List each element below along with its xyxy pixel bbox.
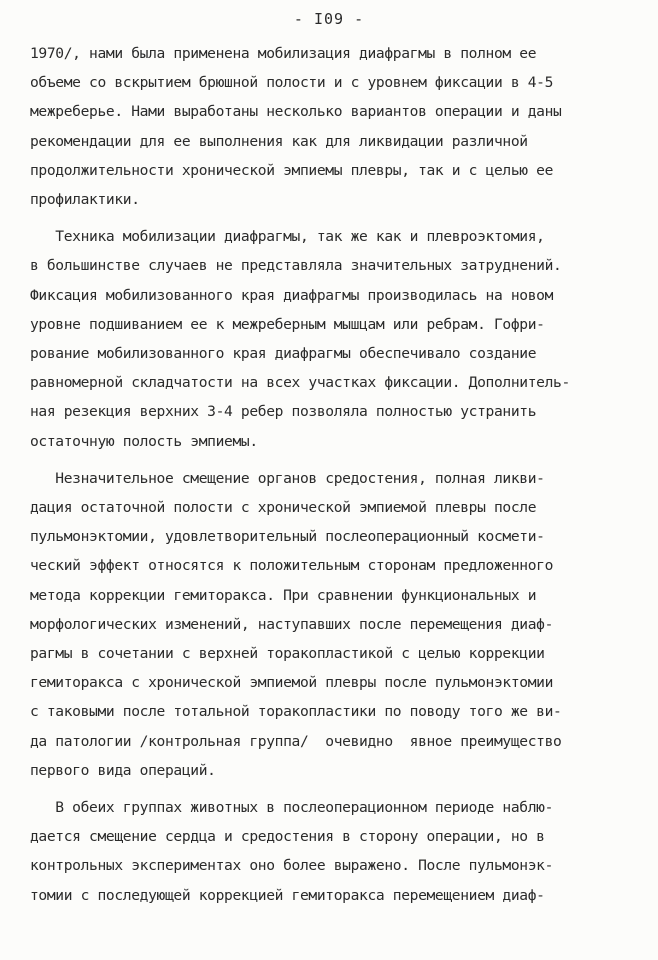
text-line: остаточную полость эмпиемы. [30, 433, 258, 450]
text-line: да патологии /контрольная группа/ очевидно явное преимущество [30, 733, 562, 750]
text-line: Фиксация мобилизованного края диафрагмы производилась на новом [30, 287, 554, 304]
text-line: Техника мобилизации диафрагмы, так же как и плевроэктомия, [30, 228, 545, 245]
text-line: рагмы в сочетании с верхней торакопластикой с целью коррекции [30, 645, 545, 662]
text-line: профилактики. [30, 191, 140, 208]
text-line: пульмонэктомии, удовлетворительный послеоперационный космети- [30, 528, 545, 545]
text-line: В обеих группах животных в послеоперационном периоде наблю- [30, 799, 554, 816]
text-line: равномерной складчатости на всех участках фиксации. Дополнитель- [30, 374, 570, 391]
text-line: с таковыми после тотальной торакопластики по поводу того же ви- [30, 703, 562, 720]
text-line: продолжительности хронической эмпиемы плевры, так и с целью ее [30, 162, 554, 179]
text-line: ческий эффект относятся к положительным сторонам предложенного [30, 557, 554, 574]
text-line: рование мобилизованного края диафрагмы обеспечивало создание [30, 345, 537, 362]
text-line: гемиторакса с хронической эмпиемой плевры после пульмонэктомии [30, 674, 554, 691]
text-line: межреберье. Нами выработаны несколько вариантов операции и даны [30, 103, 562, 120]
text-line: ная резекция верхних 3-4 ребер позволяла полностью устранить [30, 403, 537, 420]
text-line: объеме со вскрытием брюшной полости и с уровнем фиксации в 4-5 [30, 74, 554, 91]
text-line: уровне подшиванием ее к межреберным мышцам или ребрам. Гофри- [30, 316, 545, 333]
text-line: 1970/, нами была применена мобилизация диафрагмы в полном ее [30, 45, 537, 62]
text-line: метода коррекции гемиторакса. При сравнении функциональных и [30, 587, 537, 604]
text-line: рекомендации для ее выполнения как для ликвидации различной [30, 133, 528, 150]
page-number: - I09 - [293, 10, 365, 28]
text-line: морфологических изменений, наступавших после перемещения диаф- [30, 616, 554, 633]
text-line: в большинстве случаев не представляла значительных затруднений. [30, 257, 562, 274]
text-line: Незначительное смещение органов средостения, полная ликви- [30, 470, 545, 487]
text-line: томии с последующей коррекцией гемиторакса перемещением диаф- [30, 887, 545, 904]
text-line: дация остаточной полости с хронической эмпиемой плевры после [30, 499, 537, 516]
text-line: контрольных экспериментах оно более выражено. После пульмонэк- [30, 857, 554, 874]
text-line: дается смещение сердца и средостения в сторону операции, но в [30, 828, 545, 845]
text-line: первого вида операций. [30, 762, 216, 779]
